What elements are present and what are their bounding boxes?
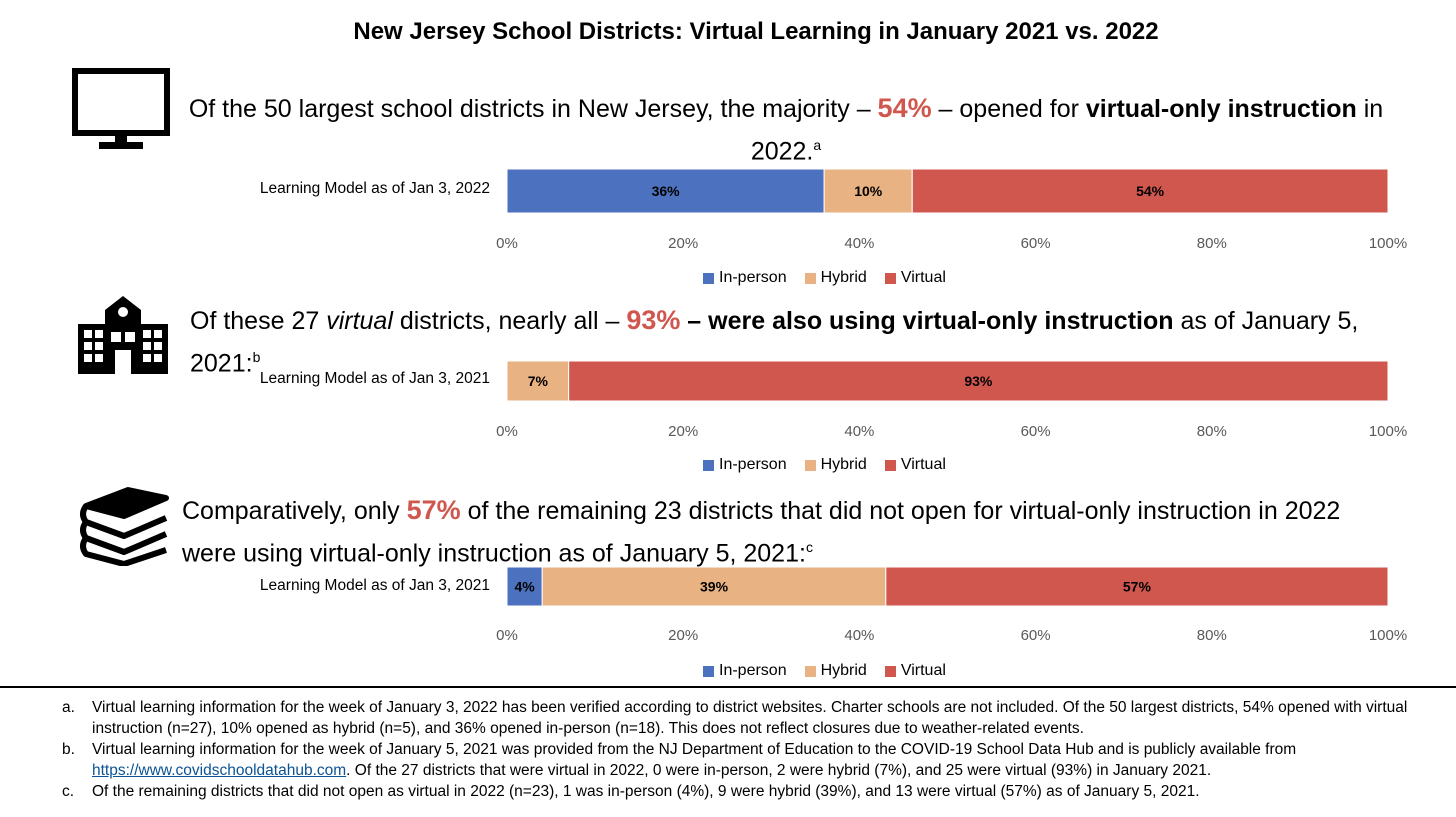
legend-swatch-hybrid	[805, 273, 816, 284]
headline-1-text-b: – opened for	[931, 95, 1086, 123]
headline-2-bold: – were also using virtual-only instruction	[680, 307, 1174, 335]
x-tick-label: 80%	[1196, 235, 1227, 252]
x-tick-label: 20%	[668, 627, 699, 644]
bar-category-label-1: Learning Model as of Jan 3, 2022	[259, 180, 490, 197]
headline-3-highlight: 57%	[406, 495, 461, 525]
headline-1-bold: virtual-only instruction	[1085, 95, 1357, 123]
legend-item-in-person: In-person	[703, 269, 787, 287]
legend-2	[703, 456, 946, 474]
data-label-virtual: 57%	[1122, 578, 1151, 595]
legend-item-hybrid: Hybrid	[805, 456, 867, 474]
headline-1-text-a: Of the 50 largest school districts in New Jersey, the majority –	[188, 95, 878, 123]
footnote-ref-b: b	[252, 349, 261, 365]
data-label-hybrid: 7%	[527, 373, 548, 389]
data-label-hybrid: 10%	[854, 183, 883, 199]
legend-1	[703, 269, 946, 287]
headline-3-text-b: of the remaining 23 districts that did not open for virtual-only instruction in 2022 were using virtual-only instruction as of January 5, 2021:	[182, 497, 1341, 568]
headline-2-text-c: as of January 5, 2021:	[190, 307, 1359, 378]
headline-2-italic: virtual	[326, 307, 393, 335]
headline-2-highlight: 93%	[626, 305, 681, 335]
data-label-hybrid: 39%	[700, 578, 729, 595]
footnote-ref-c: c	[805, 539, 813, 555]
data-label-in-person: 4%	[514, 578, 535, 595]
legend-item-virtual: Virtual	[885, 269, 946, 287]
legend-item-virtual: Virtual	[885, 662, 946, 680]
x-tick-label: 100%	[1368, 235, 1408, 252]
headline-1-text-c: in 2022.	[750, 95, 1384, 166]
footnote-b	[62, 739, 1432, 781]
x-tick-label: 100%	[1368, 423, 1408, 440]
legend-item-hybrid: Hybrid	[805, 269, 867, 287]
x-tick-label: 0%	[496, 627, 518, 644]
data-label-virtual: 54%	[1136, 183, 1165, 199]
footnote-marker: a.	[62, 699, 75, 716]
x-tick-label: 0%	[496, 423, 518, 440]
data-hub-link[interactable]: https://www.covidschooldatahub.com	[92, 762, 347, 779]
footnote-marker: b.	[62, 741, 75, 758]
bar-category-label-3: Learning Model as of Jan 3, 2021	[259, 577, 490, 594]
footnotes	[62, 697, 1432, 802]
legend-item-hybrid: Hybrid	[805, 662, 867, 680]
legend-swatch-hybrid	[805, 460, 816, 471]
headline-2-text-a: Of these 27	[190, 307, 327, 335]
legend-swatch-virtual	[885, 460, 896, 471]
x-tick-label: 40%	[844, 235, 875, 252]
x-tick-label: 80%	[1196, 627, 1227, 644]
page-title: New Jersey School Districts: Virtual Learning in January 2021 vs. 2022	[353, 18, 1159, 45]
footnote-marker: c.	[62, 783, 75, 800]
footnote-divider	[0, 686, 1456, 688]
x-tick-label: 60%	[1020, 235, 1051, 252]
footnote-c	[62, 781, 1432, 802]
bar-category-label-2: Learning Model as of Jan 3, 2021	[259, 370, 490, 387]
legend-item-in-person: In-person	[703, 662, 787, 680]
legend-item-in-person: In-person	[703, 456, 787, 474]
x-tick-label: 20%	[668, 235, 699, 252]
headline-2-text-b: districts, nearly all –	[392, 307, 627, 335]
legend-swatch-in-person	[703, 273, 714, 284]
x-tick-label: 80%	[1196, 423, 1227, 440]
footnote-text: Virtual learning information for the week of January 5, 2021 was provided from the NJ Department of Education to the COVID-19 School Data Hub and is publicly available from https://www.covidschooldatahub.com. Of the 27 districts that were virtual in 2022, 0 were in-person, 2 were hybrid (7%), and 25 were virtual (93%) in January 2021.	[92, 741, 1297, 779]
legend-swatch-virtual	[885, 666, 896, 677]
data-label-virtual: 93%	[964, 373, 993, 389]
headline-3-text-a: Comparatively, only	[182, 497, 407, 525]
data-label-in-person: 36%	[651, 183, 680, 199]
x-tick-label: 60%	[1020, 627, 1051, 644]
legend-swatch-virtual	[885, 273, 896, 284]
headline-1-highlight: 54%	[877, 93, 932, 123]
legend-swatch-in-person	[703, 460, 714, 471]
x-tick-label: 100%	[1368, 627, 1408, 644]
x-tick-label: 40%	[844, 423, 875, 440]
footnote-text: Virtual learning information for the week of January 3, 2022 has been verified according to district websites. Charter schools are not included. Of the 50 largest districts, 54% opened with virtual instruction (n=27), 10% opened as hybrid (n=5), and 36% opened in-person (n=18). This does not reflect closures due to weather-related events.	[92, 699, 1408, 737]
footnote-ref-a: a	[813, 137, 822, 153]
legend-3	[703, 662, 946, 680]
x-tick-label: 40%	[844, 627, 875, 644]
legend-item-virtual: Virtual	[885, 456, 946, 474]
x-tick-label: 0%	[496, 235, 518, 252]
legend-swatch-hybrid	[805, 666, 816, 677]
x-tick-label: 60%	[1020, 423, 1051, 440]
x-tick-label: 20%	[668, 423, 699, 440]
legend-swatch-in-person	[703, 666, 714, 677]
footnote-a	[62, 697, 1432, 739]
footnote-text: Of the remaining districts that did not open as virtual in 2022 (n=23), 1 was in-person (4%), 9 were hybrid (39%), and 13 were virtual (57%) as of January 5, 2021.	[92, 783, 1200, 800]
